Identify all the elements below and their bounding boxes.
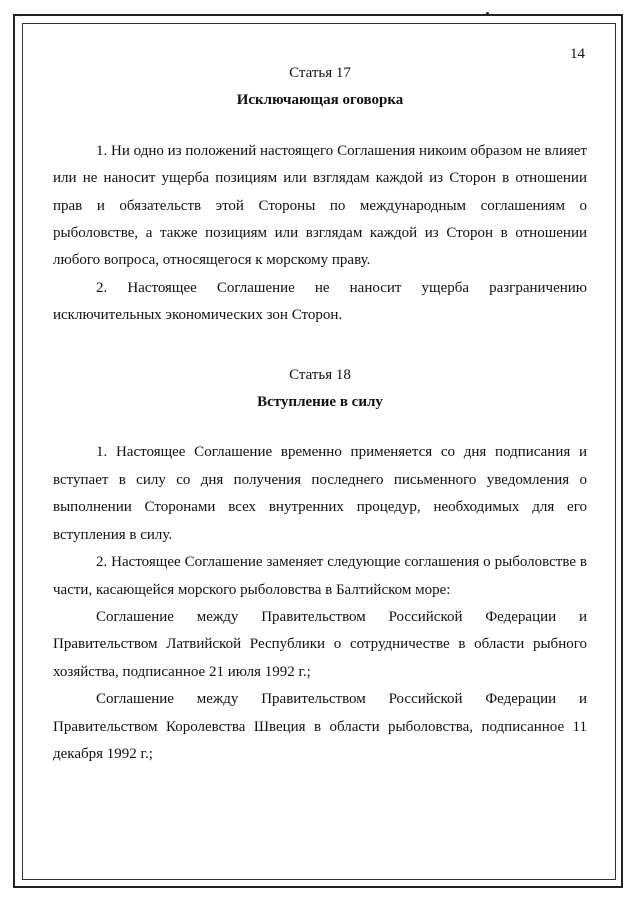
article-number: Статья 18 <box>289 366 351 383</box>
page-number: 14 <box>570 46 585 62</box>
section-spacer <box>53 330 587 362</box>
article-title: Исключающая оговорка <box>236 92 404 109</box>
paragraph: Соглашение между Правительством Российской Федерации и Правительством Латвийской Республики о сотрудничестве в области рыбного хозяйства, подписанное 21 июля 1992 г.; <box>53 608 587 680</box>
paragraph: 1. Настоящее Соглашение временно применяется со дня подписания и вступает в силу со дня получения последнего письменного уведомления о выполнении Сторонами всех внутренних процедур, необходимых для его вступления в силу. <box>53 444 587 543</box>
article-17 <box>53 60 587 330</box>
scan-speck <box>486 12 489 15</box>
article-18 <box>53 362 587 769</box>
paragraph: 2. Настоящее Соглашение не наносит ущерба разграничению исключительных экономических зон Сторон. <box>53 279 587 324</box>
document-body <box>53 60 587 768</box>
article-number: Статья 17 <box>289 65 351 81</box>
paragraph: 2. Настоящее Соглашение заменяет следующие соглашения о рыболовстве в части, касающейся морского рыболовства в Балтийском море: <box>53 554 587 598</box>
article-title: Вступление в силу <box>257 394 383 411</box>
paragraph: 1. Ни одно из положений настоящего Соглашения никоим образом не влияет или не наносит ущерба позициям или взглядам каждой из Сторон в отношении прав и обязательств этой Стороны по международным соглашениям о рыболовстве, а также позициям или взглядам каждой из Сторон в отношении любого вопроса, относящегося к морскому праву. <box>53 142 587 269</box>
paragraph: Соглашение между Правительством Российской Федерации и Правительством Королевства Швеция в области рыболовства, подписанное 11 декабря 1992 г.; <box>53 691 587 762</box>
